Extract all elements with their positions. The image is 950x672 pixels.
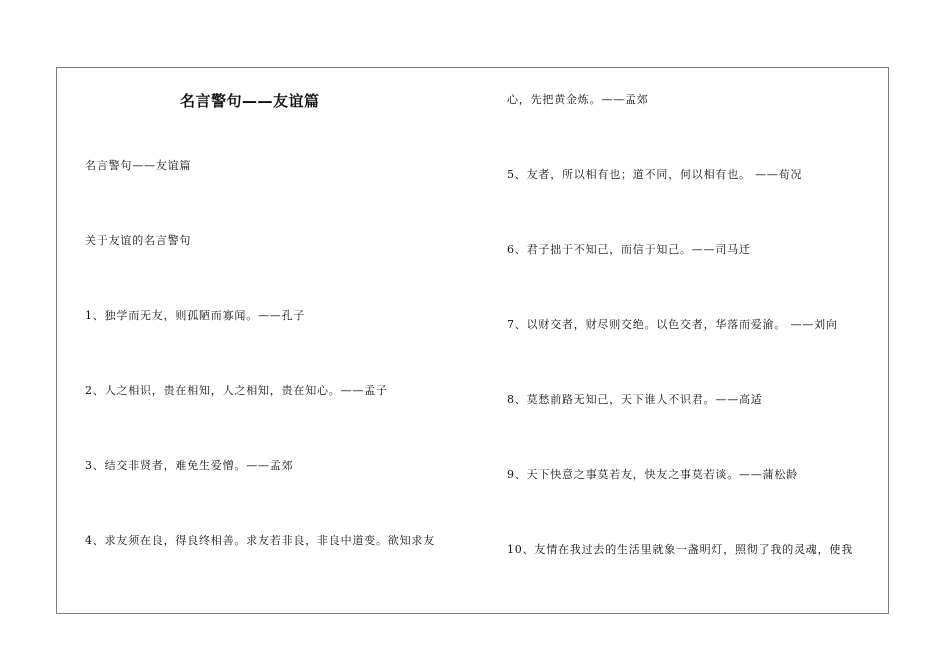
page-frame (56, 67, 889, 614)
quote-line: 8、莫愁前路无知己，天下谁人不识君。——高适 (507, 393, 763, 406)
quote-line: 10、友情在我过去的生活里就象一盏明灯，照彻了我的灵魂，使我 (507, 543, 853, 556)
quote-line: 4、求友须在良，得良终相善。求友若非良，非良中道变。欲知求友 (85, 534, 435, 547)
subtitle: 名言警句——友谊篇 (85, 159, 192, 172)
quote-line: 3、结交非贤者，难免生爱憎。——孟郊 (85, 459, 294, 472)
quote-line: 2、人之相识，贵在相知，人之相知，贵在知心。——孟子 (85, 384, 388, 397)
quote-line: 7、以财交者，财尽则交绝。以色交者，华落而爱渝。 ——刘向 (507, 318, 838, 331)
document-title: 名言警句——友谊篇 (180, 92, 320, 110)
quote-line: 心，先把黄金炼。——孟郊 (507, 93, 649, 106)
quote-line: 9、天下快意之事莫若友，快友之事莫若谈。——蒲松龄 (507, 468, 798, 481)
quote-line: 6、君子拙于不知己，而信于知己。——司马迁 (507, 243, 751, 256)
quote-line: 5、友者，所以相有也；道不同，何以相有也。 ——荀况 (507, 168, 803, 181)
section-heading: 关于友谊的名言警句 (85, 234, 192, 247)
quote-line: 1、独学而无友，则孤陋而寡闻。——孔子 (85, 309, 306, 322)
